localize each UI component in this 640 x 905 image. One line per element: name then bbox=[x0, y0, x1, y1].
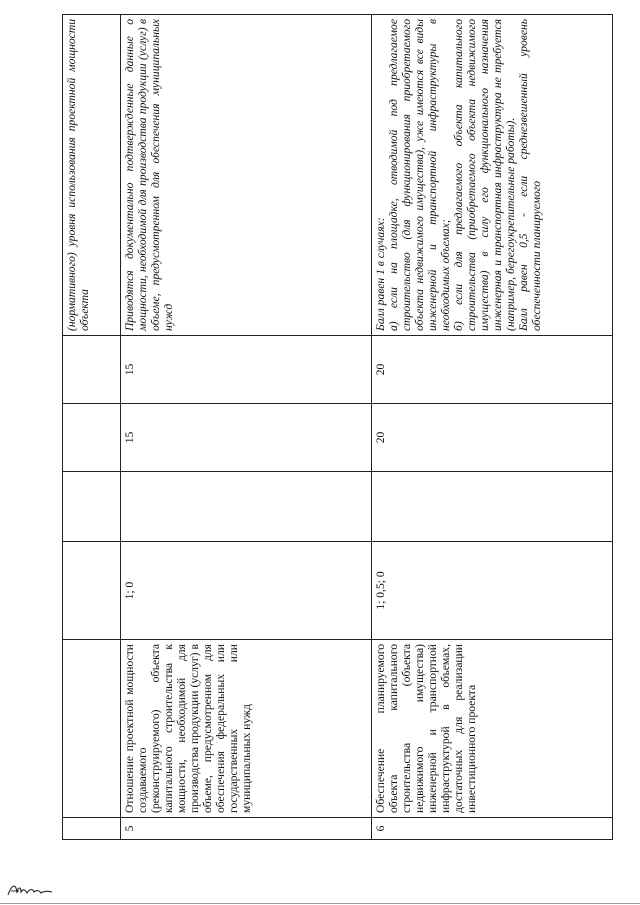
cell-max bbox=[63, 336, 121, 404]
description-paragraph: Балл равен 0,5 - если среднезвешенный уровень обеспеченности планируемого bbox=[517, 19, 543, 331]
cell-points: 1; 0 bbox=[121, 542, 372, 640]
cell-description: (нормативного) уровня использования проектной мощности объекта bbox=[63, 15, 121, 336]
cell-weight: 15 bbox=[121, 404, 372, 472]
cell-points: 1; 0,5; 0 bbox=[372, 542, 613, 640]
cell-description bbox=[372, 15, 613, 336]
description-paragraph: а) если на площадке, отводимой под предлагаемое строительство (для функционирования приобретаемого объекта недвижимого имущества), уже имеются все виды инженерной и транспортной инфраструктуры в необходимых объемах; bbox=[387, 19, 452, 331]
cell-weight bbox=[63, 404, 121, 472]
cell-blank bbox=[121, 472, 372, 542]
cell-number bbox=[63, 818, 121, 840]
description-paragraph: б) если для предлагаемого объекта капитального строительства (приобретаемого объекта недвижимого имущества) в силу его функционального назначения инженерная и транспортная инфраструктура не требуется (например, берегоукрепительные работы). bbox=[452, 19, 517, 331]
cell-weight: 20 bbox=[372, 404, 613, 472]
cell-criterion: Отношение проектной мощности создаваемого (реконструируемого) объекта капитального строительства к мощности, необходимой для производства продукции (услуг) в объеме, предусмотренном для обеспечения федеральных или государственных или муниципальных нужд bbox=[121, 640, 372, 818]
table-row bbox=[63, 15, 121, 840]
table-row bbox=[121, 15, 372, 840]
criteria-table bbox=[62, 14, 613, 840]
cell-points bbox=[63, 542, 121, 640]
cell-description bbox=[121, 15, 372, 336]
description-paragraph: Приводятся документально подтвержденные данные о мощности, необходимой для производства продукции (услуг) в объеме, предусмотренном для обеспечения муниципальных нужд bbox=[123, 19, 175, 331]
cell-max: 20 bbox=[372, 336, 613, 404]
cell-blank bbox=[372, 472, 613, 542]
cell-criterion bbox=[63, 640, 121, 818]
page-divider bbox=[0, 903, 640, 904]
cell-blank bbox=[63, 472, 121, 542]
description-paragraph: Балл равен 1 в случаях: bbox=[374, 217, 387, 331]
rotated-page bbox=[62, 15, 597, 840]
cell-number: 6 bbox=[372, 818, 613, 840]
table-row bbox=[372, 15, 613, 840]
handwritten-signature bbox=[6, 880, 86, 900]
cell-number: 5 bbox=[121, 818, 372, 840]
cell-criterion: Обеспечение планируемого объекта капитального строительства (объекта недвижимого имущества) инженерной и транспортной инфраструктурой в объемах, достаточных для реализации инвестиционного проекта bbox=[372, 640, 613, 818]
cell-max: 15 bbox=[121, 336, 372, 404]
